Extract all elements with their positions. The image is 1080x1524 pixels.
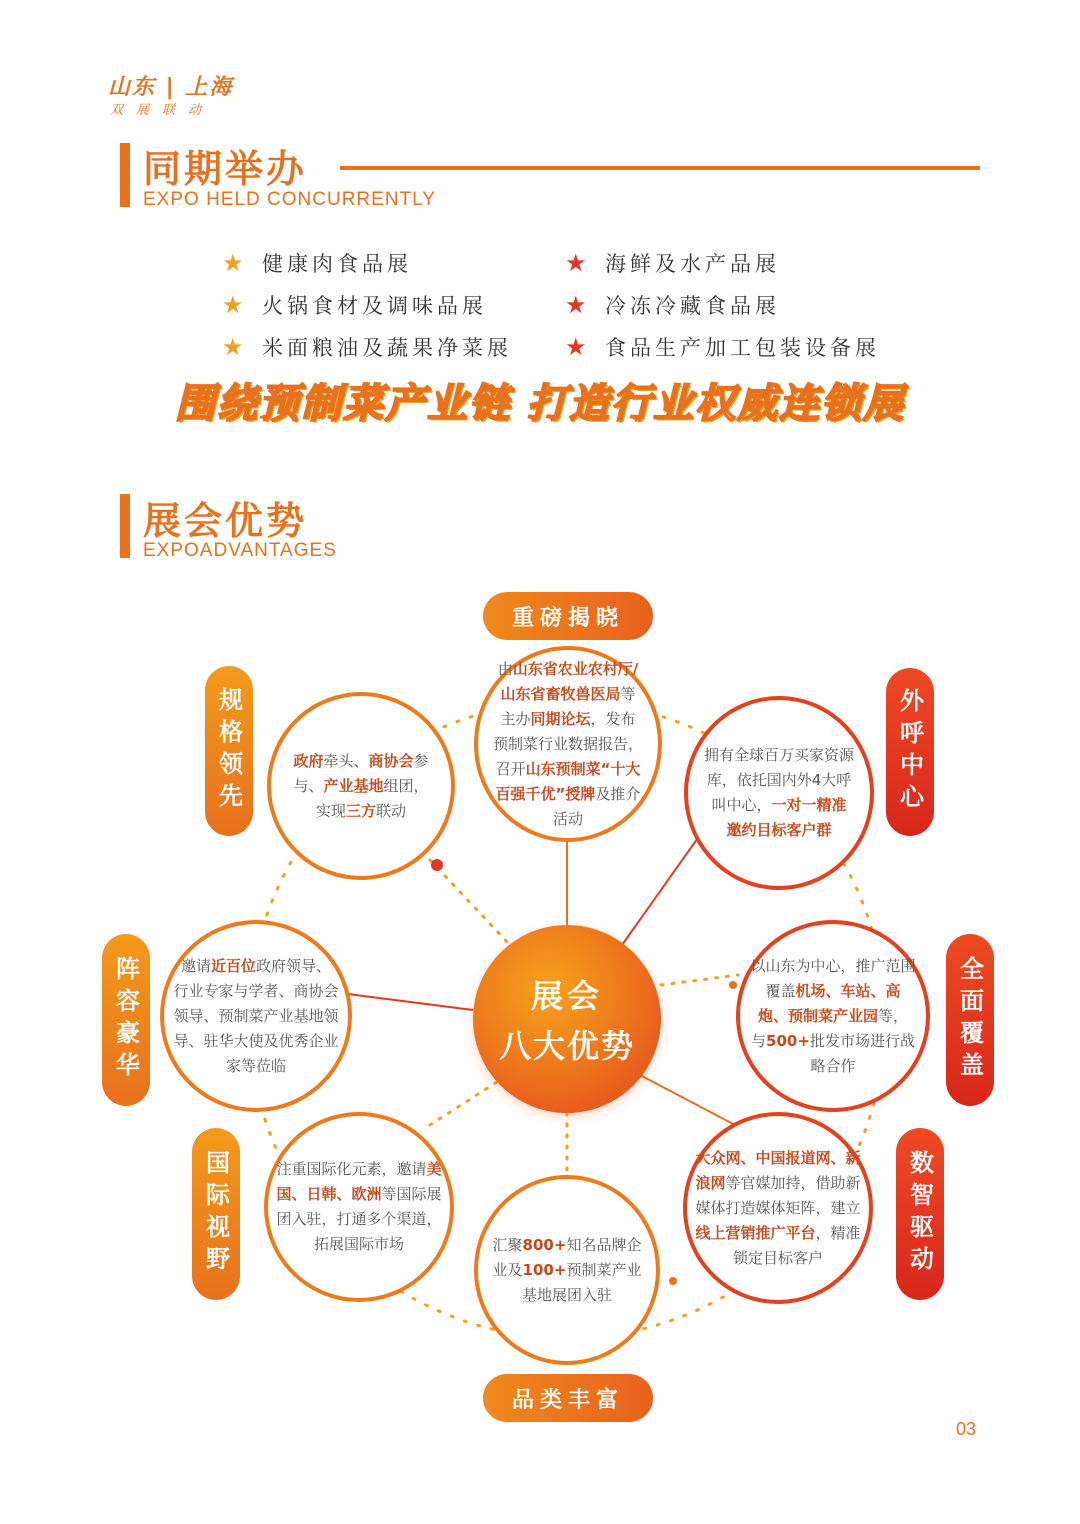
list-item: ★ 海鲜及水产品展 [565, 249, 780, 277]
circle-mid-right-text: 以山东为中心，推广范围覆盖机场、车站、高炮、预制菜产业园等，与500+批发市场进行战略合作 [750, 956, 916, 1075]
circle-top-right-text: 拥有全球百万买家资源库，依托国内外4大呼叫中心，一对一精准邀约目标客户群 [704, 746, 855, 839]
star-icon: ★ [222, 249, 244, 277]
circle-mid-left-text: 邀请近百位政府领导、行业专家与学者、商协会领导、预制菜产业基地领导、驻华大使及优秀企业家等莅临 [173, 956, 339, 1075]
star-icon: ★ [565, 291, 587, 319]
list-item: ★ 米面粮油及蔬果净菜展 [222, 333, 512, 361]
label-top-right: 外呼中心 [886, 668, 934, 836]
circle-bottom [474, 1175, 660, 1365]
label-mid-right: 全面覆盖 [946, 934, 994, 1106]
slogan: 围绕预制菜产业链 打造行业权威连锁展 [175, 381, 905, 427]
label-bottom-right: 数智驱动 [896, 1128, 944, 1300]
section2-subtitle: EXPOADVANTAGES [143, 540, 337, 561]
label-top: 重磅揭晓 [483, 592, 653, 640]
circle-bottom-text: 汇聚800+知名品牌企业及100+预制菜产业基地展团入驻 [492, 1235, 642, 1304]
circle-mid-right [736, 920, 930, 1112]
logo-title: 山东 | 上海 [108, 75, 234, 100]
circle-bottom-left-text: 注重国际化元素，邀请美国、日韩、欧洲等国际展团入驻，打通多个渠道，拓展国际市场 [276, 1160, 442, 1253]
circle-top-left [267, 692, 455, 880]
center-title-line1: 展会 [530, 977, 603, 1015]
label-mid-left: 阵容豪华 [102, 934, 150, 1106]
center-title-line2: 八大优势 [498, 1027, 635, 1065]
circle-top-right [684, 696, 874, 890]
list-item: ★ 冷冻冷藏食品展 [565, 291, 780, 319]
circle-top-left-text: 政府牵头、商协会参与、产业基地组团，实现三方联动 [293, 751, 429, 820]
list-item: ★ 火锅食材及调味品展 [222, 291, 487, 319]
circle-mid-left [160, 920, 352, 1112]
label-top-left: 规格领先 [205, 666, 253, 836]
label-bottom: 品类丰富 [483, 1374, 653, 1422]
label-bottom-left: 国际视野 [192, 1128, 240, 1300]
section2-title: 展会优势 [143, 499, 308, 543]
list-item: ★ 健康肉食品展 [222, 249, 412, 277]
list-item: ★ 食品生产加工包装设备展 [565, 333, 880, 361]
center-circle [473, 925, 661, 1113]
page-number: 03 [956, 1419, 977, 1439]
star-icon: ★ [222, 333, 244, 361]
circle-top [474, 646, 662, 842]
star-icon: ★ [222, 291, 244, 319]
logo-subtitle: 双展联动 [110, 103, 215, 118]
star-icon: ★ [565, 249, 587, 277]
circle-bottom-right [683, 1112, 873, 1304]
section1-subtitle: EXPO HELD CONCURRENTLY [143, 189, 436, 210]
circle-top-text: 由山东省农业农村厅/山东省畜牧兽医局等主办同期论坛，发布预制菜行业数据报告，召开山东预制菜“十大百强千优”授牌及推介活动 [493, 659, 644, 828]
circle-bottom-left [264, 1112, 454, 1302]
star-icon: ★ [565, 333, 587, 361]
circle-bottom-right-text: 大众网、中国报道网、新浪网等官媒加持，借助新媒体打造媒体矩阵，建立线上营销推广平台，精准锁定目标客户 [695, 1148, 861, 1267]
section1-title: 同期举办 [143, 147, 308, 191]
